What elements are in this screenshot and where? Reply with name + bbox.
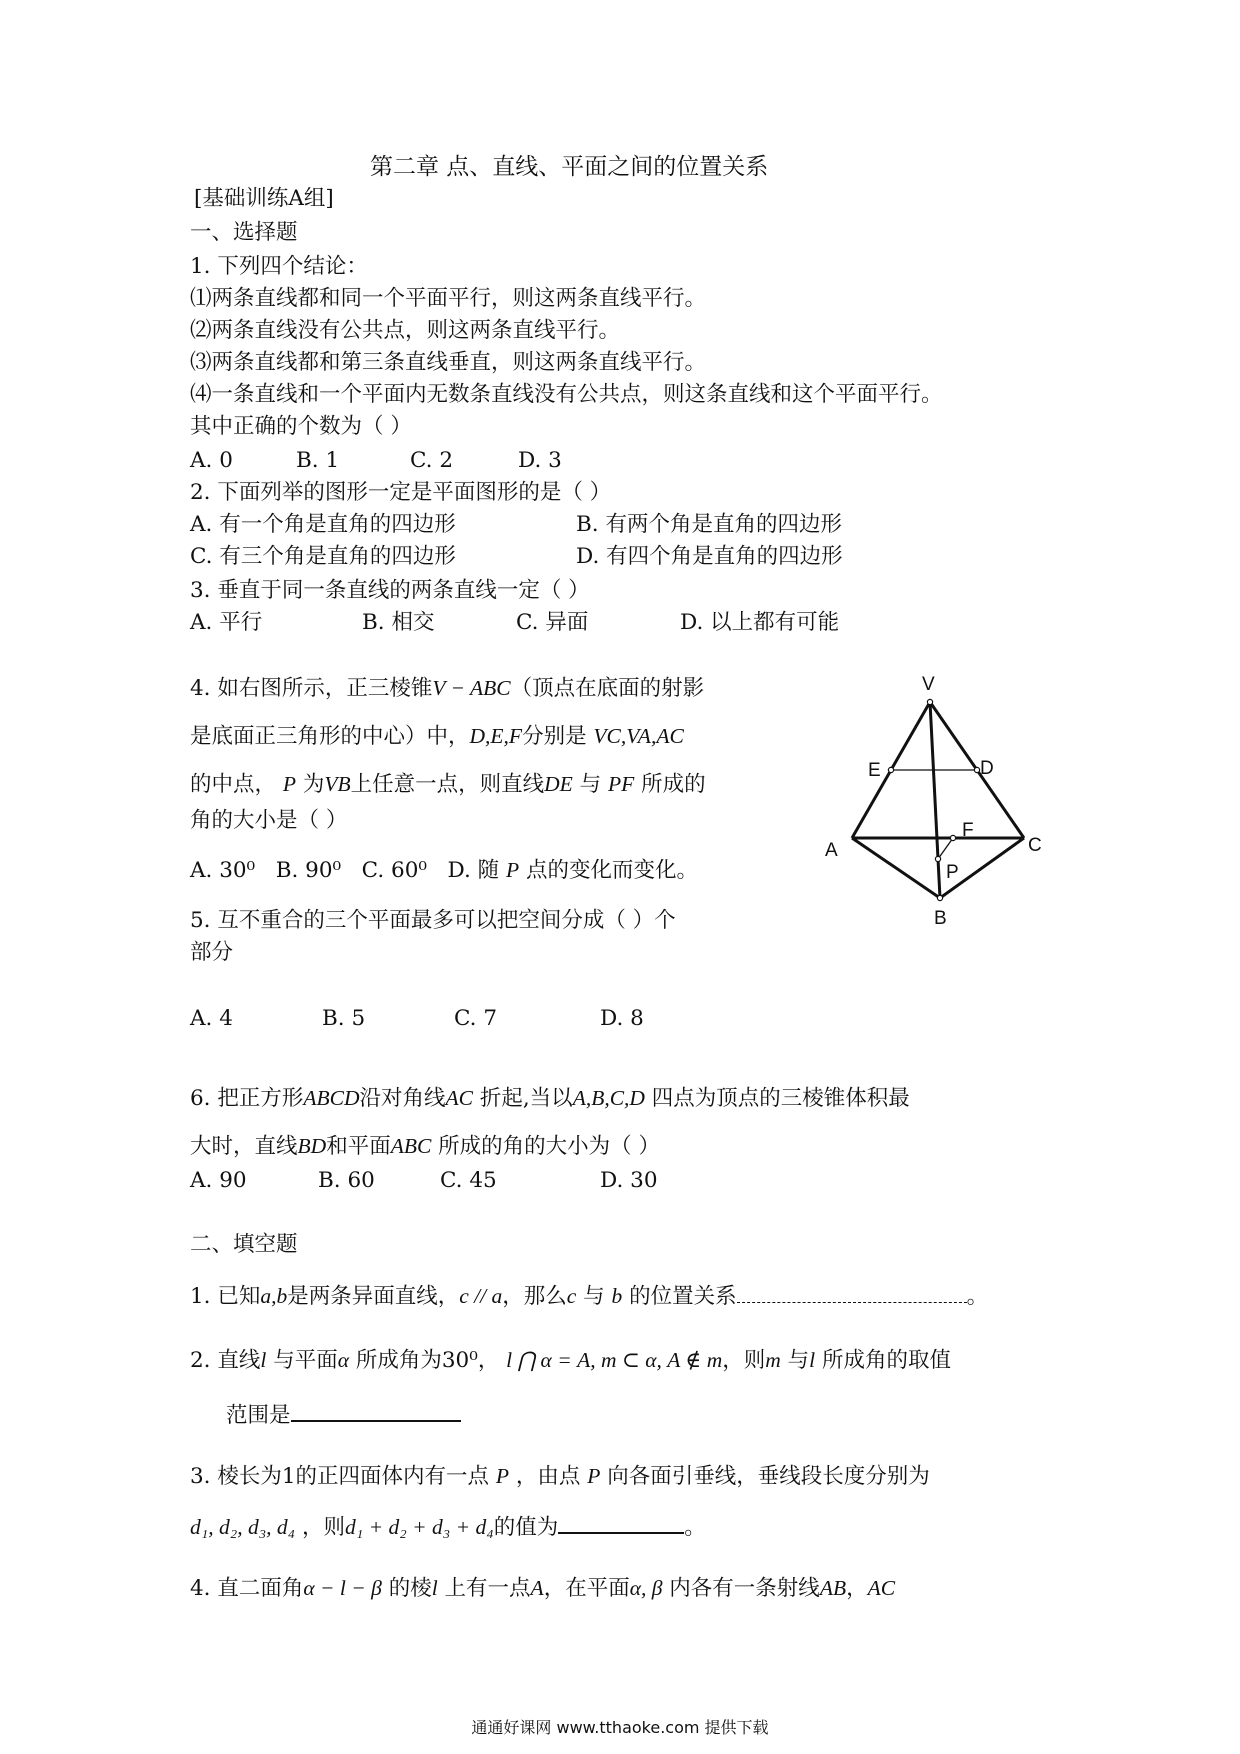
edge-VB xyxy=(930,702,940,898)
q3-option-d: D. 以上都有可能 xyxy=(680,610,840,635)
label-F: F xyxy=(962,820,974,841)
tetrahedron-figure xyxy=(800,666,1060,936)
q1-option-c: C. 2 xyxy=(410,448,454,473)
q2-stem: 2. 下面列举的图形一定是平面图形的是（ ） xyxy=(190,480,612,505)
q4-options: A. 30⁰ B. 90⁰ C. 60⁰ D. 随 P 点的变化而变化。 xyxy=(190,858,698,883)
q1-option-a: A. 0 xyxy=(190,448,233,473)
answer-blank-3[interactable] xyxy=(558,1514,684,1534)
point-V xyxy=(927,699,932,704)
section-heading-choice: 一、选择题 xyxy=(190,220,298,245)
point-F xyxy=(950,835,955,840)
fill-q4: 4. 直二面角α − l − β 的棱l 上有一点A，在平面α, β 内各有一条射线AB，AC xyxy=(190,1576,896,1601)
tetrahedron-edges xyxy=(852,702,1024,898)
q2-option-d: D. 有四个角是直角的四边形 xyxy=(576,544,843,569)
q5-option-c: C. 7 xyxy=(454,1006,498,1031)
fill-q1: 1. 已知a,b是两条异面直线，c // a，那么c 与 b 的位置关系 。 xyxy=(190,1284,989,1309)
segment-PF xyxy=(938,838,953,859)
q3-option-b: B. 相交 xyxy=(362,610,435,635)
q2-option-a: A. 有一个角是直角的四边形 xyxy=(190,512,456,537)
point-E xyxy=(888,767,893,772)
label-A: A xyxy=(825,840,838,861)
q6-option-c: C. 45 xyxy=(440,1168,497,1193)
fill-q3-line-2: d₁, d₂, d₃, d₄ ，则d₁ + d₂ + d₃ + d₄的值为 。 xyxy=(190,1515,706,1540)
fill-q3-line-1: 3. 棱长为1的正四面体内有一点 P ，由点 P 向各面引垂线，垂线段长度分别为 xyxy=(190,1464,930,1489)
label-E: E xyxy=(868,760,881,781)
q6-line-1: 6. 把正方形ABCD沿对角线AC 折起,当以A,B,C,D 四点为顶点的三棱锥体积最 xyxy=(190,1086,910,1111)
q1-statement-3: ⑶两条直线都和第三条直线垂直，则这两条直线平行。 xyxy=(190,350,707,375)
q1-option-b: B. 1 xyxy=(296,448,340,473)
q6-option-d: D. 30 xyxy=(600,1168,658,1193)
label-P: P xyxy=(946,862,959,883)
q1-ask: 其中正确的个数为（ ） xyxy=(190,414,412,439)
label-B: B xyxy=(934,908,947,929)
q5-option-a: A. 4 xyxy=(190,1006,233,1031)
q1-stem: 1. 下列四个结论： xyxy=(190,254,368,279)
q5-option-d: D. 8 xyxy=(600,1006,644,1031)
q6-line-2: 大时，直线BD和平面ABC 所成的角的大小为（ ） xyxy=(190,1134,660,1159)
q2-option-b: B. 有两个角是直角的四边形 xyxy=(576,512,842,537)
edge-AB xyxy=(852,838,940,898)
q5-line-1: 5. 互不重合的三个平面最多可以把空间分成（ ）个 xyxy=(190,908,676,933)
fill-q2-line-1: 2. 直线l 与平面α 所成角为30⁰， l ⋂ α = A, m ⊂ α, A ∉ m，则m 与l 所成角的取值 xyxy=(190,1348,951,1373)
q3-stem: 3. 垂直于同一条直线的两条直线一定（ ） xyxy=(190,578,590,603)
q2-option-c: C. 有三个角是直角的四边形 xyxy=(190,544,456,569)
fill-q2-line-2: 范围是 xyxy=(226,1402,461,1427)
point-D xyxy=(974,767,979,772)
q4-line-1: 4. 如右图所示，正三棱锥V − ABC（顶点在底面的射影 xyxy=(190,676,705,701)
q6-option-b: B. 60 xyxy=(318,1168,375,1193)
q5-line-2: 部分 xyxy=(190,940,234,965)
q3-option-a: A. 平行 xyxy=(190,610,263,635)
q1-statement-4: ⑷一条直线和一个平面内无数条直线没有公共点，则这条直线和这个平面平行。 xyxy=(190,382,943,407)
q6-option-a: A. 90 xyxy=(190,1168,247,1193)
q4-line-3: 的中点， P 为VB上任意一点，则直线DE 与 PF 所成的 xyxy=(190,772,706,797)
answer-blank-1[interactable] xyxy=(737,1284,967,1303)
q1-option-d: D. 3 xyxy=(518,448,562,473)
group-label: [基础训练A组] xyxy=(194,186,334,211)
point-B xyxy=(937,895,942,900)
q4-line-2: 是底面正三角形的中心）中，D,E,F分别是 VC,VA,AC xyxy=(190,724,684,749)
q1-statement-2: ⑵两条直线没有公共点，则这两条直线平行。 xyxy=(190,318,621,343)
q5-option-b: B. 5 xyxy=(322,1006,366,1031)
label-C: C xyxy=(1028,835,1042,856)
point-P xyxy=(935,856,940,861)
page-title: 第二章 点、直线、平面之间的位置关系 xyxy=(370,154,769,180)
label-V: V xyxy=(922,674,935,695)
q4-line-4: 角的大小是（ ） xyxy=(190,808,348,833)
page-footer: 通通好课网 www.tthaoke.com 提供下载 xyxy=(471,1718,769,1737)
q1-statement-1: ⑴两条直线都和同一个平面平行，则这两条直线平行。 xyxy=(190,286,707,311)
label-D: D xyxy=(980,758,994,779)
q3-option-c: C. 异面 xyxy=(516,610,589,635)
answer-blank-2[interactable] xyxy=(291,1402,461,1422)
section-heading-fill: 二、填空题 xyxy=(190,1232,298,1257)
